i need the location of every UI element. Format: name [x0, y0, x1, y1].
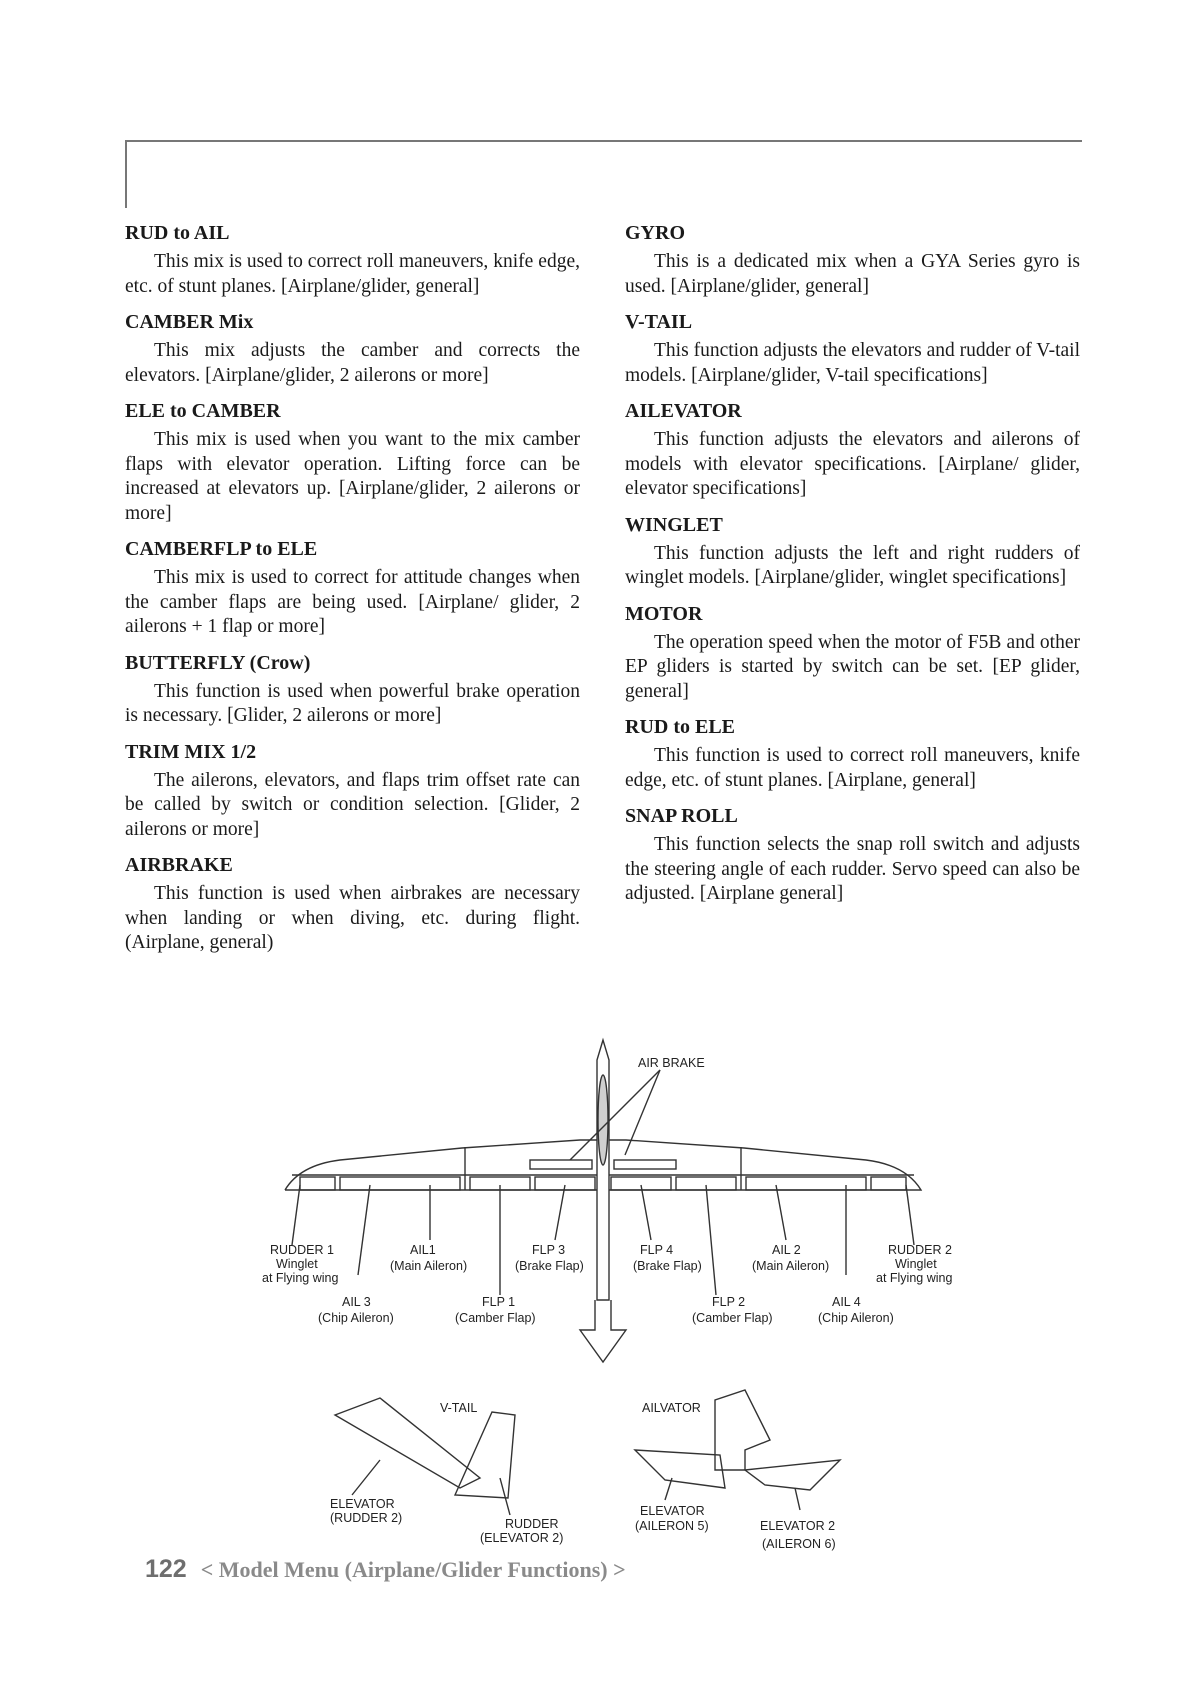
section-heading: GYRO — [625, 222, 685, 244]
section-heading: RUD to AIL — [125, 222, 230, 244]
v-tail-right-panel — [455, 1412, 515, 1498]
label-rudder1: RUDDER 1 — [270, 1243, 334, 1257]
section-text: This mix adjusts the camber and corrects the elevators. [Airplane/glider, 2 ailerons or more] — [125, 340, 580, 386]
label-ailvator-elevator-sub: (AILERON 5) — [635, 1519, 709, 1533]
label-vtail-elevator-sub: (RUDDER 2) — [330, 1511, 403, 1525]
section-heading: RUD to ELE — [625, 716, 736, 738]
section-text: This function is used when powerful brake operation is necessary. [Glider, 2 ailerons or more] — [125, 680, 580, 726]
section-text: This mix is used when you want to the mix camber flaps with elevator operation. Lifting force can be increased at elevators up. [Airplane/glider, 2 ailerons or more] — [125, 429, 580, 524]
section-text: The operation speed when the motor of F5B and other EP gliders is started by switch can be set. [EP glider, general] — [625, 631, 1080, 702]
label-flp2-sub: (Camber Flap) — [692, 1311, 773, 1325]
section-text: The ailerons, elevators, and flaps trim offset rate can be called by switch or condition selection. [Glider, 2 ailerons or more] — [125, 769, 580, 840]
label-flp3: FLP 3 — [532, 1243, 566, 1257]
footer-title: < Model Menu (Airplane/Glider Functions) > — [200, 1557, 626, 1582]
label-ail4: AIL 4 — [832, 1295, 861, 1309]
section-heading: V-TAIL — [625, 311, 693, 333]
section-text: This function adjusts the elevators and ailerons of models with elevator specifications. [Airplane/ glider, elevator specifications] — [625, 429, 1080, 499]
section-heading: AILEVATOR — [625, 400, 742, 422]
section-heading: ELE to CAMBER — [125, 400, 281, 422]
label-ail3: AIL 3 — [342, 1295, 371, 1309]
label-ail2: AIL 2 — [772, 1243, 801, 1257]
label-flp3-sub: (Brake Flap) — [515, 1259, 584, 1273]
label-ailvator-elevator2-sub: (AILERON 6) — [762, 1537, 836, 1551]
label-rudder1-sub: Winglet — [276, 1257, 318, 1271]
label-air-brake: AIR BRAKE — [638, 1056, 705, 1070]
section-heading: BUTTERFLY (Crow) — [125, 651, 311, 674]
label-flp4: FLP 4 — [640, 1243, 674, 1257]
label-flp4-sub: (Brake Flap) — [633, 1259, 702, 1273]
label-ail1: AIL1 — [410, 1243, 436, 1257]
ailvator-left-stab — [635, 1450, 725, 1488]
label-rudder2-sub2: at Flying wing — [876, 1271, 953, 1285]
label-vtail-rudder: RUDDER — [505, 1517, 559, 1531]
section-heading: CAMBERFLP to ELE — [125, 538, 318, 560]
label-flp1: FLP 1 — [482, 1295, 516, 1309]
section-heading: AIRBRAKE — [125, 854, 233, 876]
label-rudder2: RUDDER 2 — [888, 1243, 952, 1257]
label-ailvator: AILVATOR — [642, 1401, 701, 1415]
label-flp1-sub: (Camber Flap) — [455, 1311, 536, 1325]
label-rudder2-sub: Winglet — [895, 1257, 937, 1271]
label-ail4-sub: (Chip Aileron) — [818, 1311, 894, 1325]
air-brake-left — [530, 1160, 592, 1169]
label-ail3-sub: (Chip Aileron) — [318, 1311, 394, 1325]
section-text: This function is used to correct roll maneuvers, knife edge, etc. of stunt planes. [Airplane, general] — [625, 745, 1080, 791]
section-text: This function selects the snap roll switch and adjusts the steering angle of each rudder. Servo speed can also be adjusted. [Airplane general] — [625, 834, 1080, 904]
label-vtail-rudder-sub: (ELEVATOR 2) — [480, 1531, 564, 1545]
section-heading: CAMBER Mix — [125, 311, 254, 333]
label-ail1-sub: (Main Aileron) — [390, 1259, 468, 1273]
label-vtail: V-TAIL — [440, 1401, 478, 1415]
section-text: This is a dedicated mix when a GYA Series gyro is used. [Airplane/glider, general] — [625, 251, 1080, 297]
label-flp2: FLP 2 — [712, 1295, 746, 1309]
section-heading: WINGLET — [625, 513, 723, 536]
ailvator-right-stab — [745, 1460, 840, 1490]
section-heading: MOTOR — [625, 602, 703, 625]
section-heading: TRIM MIX 1/2 — [125, 740, 257, 763]
page-footer — [145, 1555, 626, 1584]
label-ailvator-elevator: ELEVATOR — [640, 1504, 705, 1518]
section-heading: SNAP ROLL — [625, 805, 738, 827]
air-brake-right — [614, 1160, 676, 1169]
section-text: This mix is used to correct for attitude changes when the camber flaps are being used. [Airplane/ glider, 2 ailerons + 1 flap or more] — [125, 567, 580, 637]
label-ailvator-elevator2: ELEVATOR 2 — [760, 1519, 836, 1533]
ailvator-fin — [715, 1390, 770, 1470]
down-arrow-icon — [580, 1300, 626, 1362]
section-text: This function is used when airbrakes are necessary when landing or when diving, etc. during flight. (Airplane, general) — [125, 883, 580, 953]
section-text: This function adjusts the elevators and rudder of V-tail models. [Airplane/glider, V-tail specifications] — [625, 340, 1080, 386]
section-text: This mix is used to correct roll maneuvers, knife edge, etc. of stunt planes. [Airplane/glider, general] — [125, 251, 580, 297]
section-text: This function adjusts the left and right rudders of winglet models. [Airplane/glider, winglet specifications] — [625, 542, 1080, 588]
label-rudder1-sub2: at Flying wing — [262, 1271, 339, 1285]
label-ail2-sub: (Main Aileron) — [752, 1259, 830, 1273]
canopy — [598, 1075, 608, 1165]
page-number: 122 — [145, 1555, 187, 1583]
label-vtail-elevator: ELEVATOR — [330, 1497, 395, 1511]
